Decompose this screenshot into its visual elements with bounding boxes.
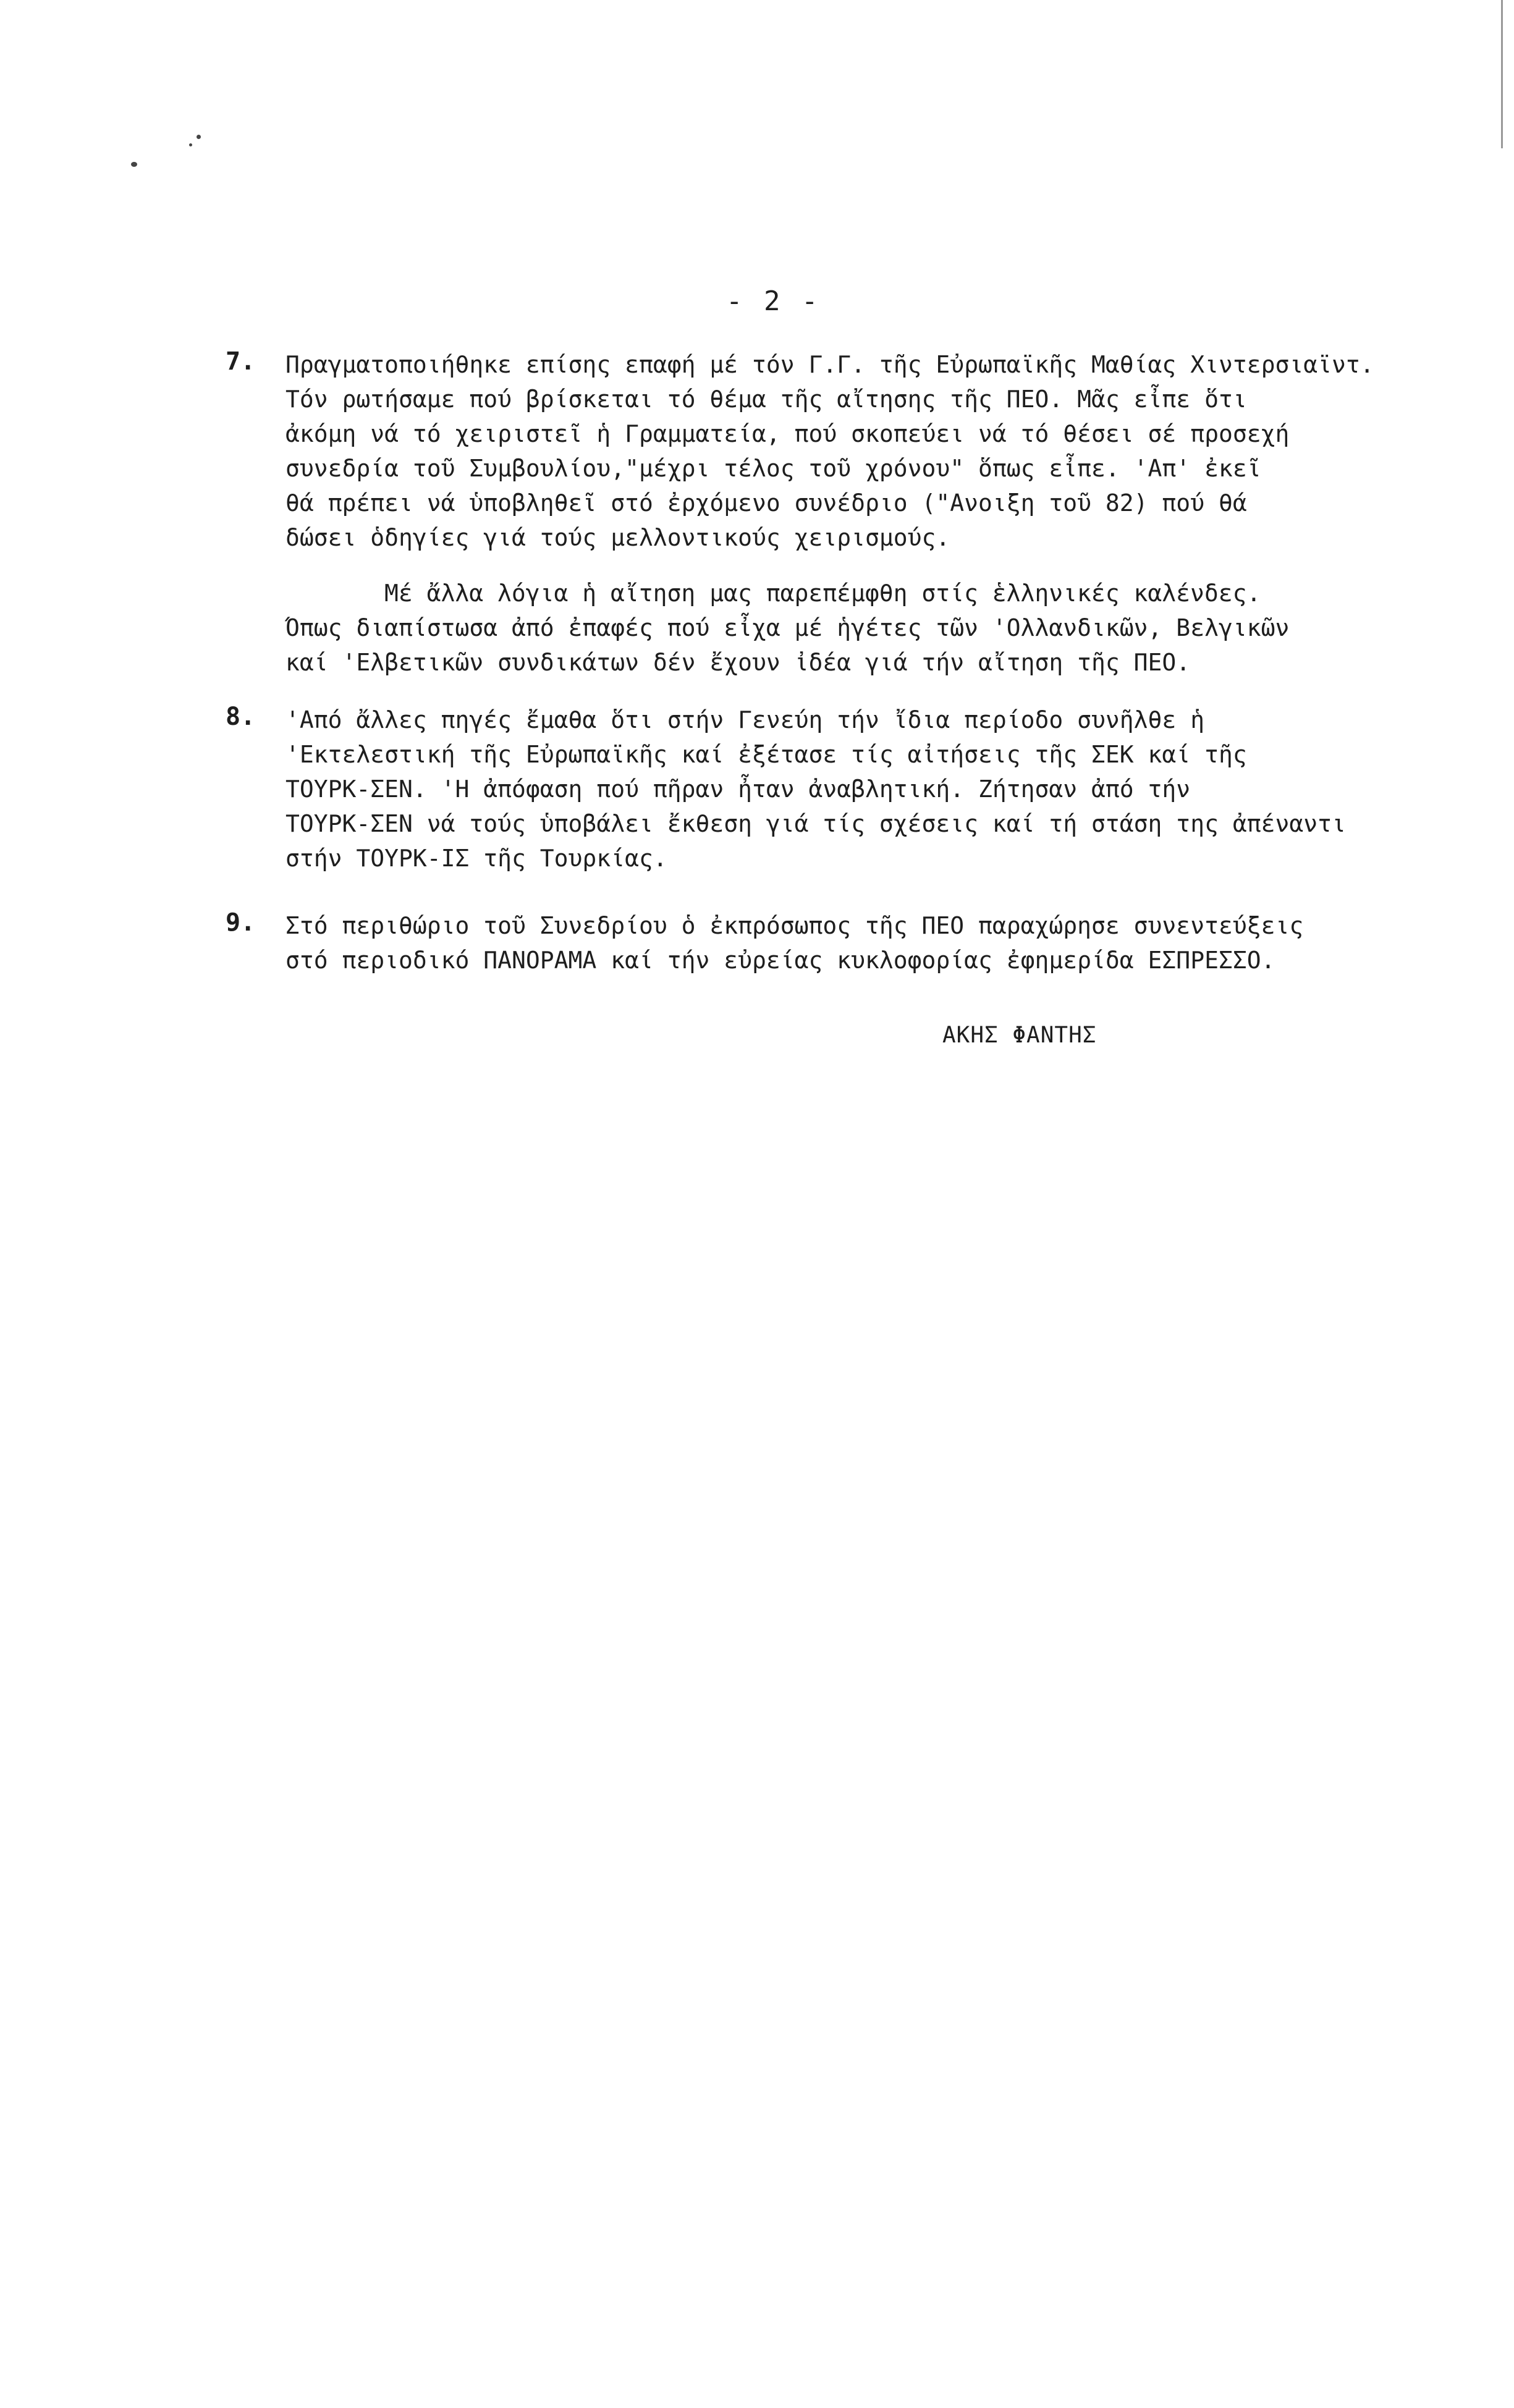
signature: ΑΚΗΣ ΦΑΝΤΗΣ: [942, 1023, 1097, 1048]
continuation-paragraph: [285, 576, 1466, 680]
text-line: 'Από ἄλλες πηγές ἔμαθα ὅτι στήν Γενεύη τήν ἴδια περίοδο συνῆλθε ἡ: [285, 706, 1205, 733]
ink-speck: [131, 162, 137, 167]
text-line: Τόν ρωτήσαμε πού βρίσκεται τό θέμα τῆς αἴτησης τῆς ΠΕΟ. Μᾶς εἶπε ὅτι: [285, 386, 1247, 413]
item-text: [285, 703, 1466, 876]
ink-speck: [189, 143, 192, 146]
item-text: [285, 908, 1466, 978]
page-number: - 2 -: [726, 285, 821, 317]
page-edge-line: [1501, 0, 1503, 148]
text-line: 'Εκτελεστική τῆς Εὐρωπαϊκῆς καί ἐξέτασε τίς αἰτήσεις τῆς ΣΕΚ καί τῆς: [285, 741, 1247, 768]
text-line: Όπως διαπίστωσα ἀπό ἐπαφές πού εἶχα μέ ἡγέτες τῶν 'Ολλανδικῶν, Βελγικῶν: [285, 614, 1290, 641]
text-line: δώσει ὁδηγίες γιά τούς μελλοντικούς χειρισμούς.: [285, 524, 950, 551]
text-line: Μέ ἄλλα λόγια ἡ αἴτηση μας παρεπέμφθη στίς ἑλληνικές καλένδες.: [384, 580, 1261, 607]
text-line: στήν ΤΟΥΡΚ-ΙΣ τῆς Τουρκίας.: [285, 845, 667, 872]
item-text: [285, 347, 1466, 555]
text-line: καί 'Ελβετικῶν συνδικάτων δέν ἔχουν ἰδέα γιά τήν αἴτηση τῆς ΠΕΟ.: [285, 649, 1191, 676]
text-line: ΤΟΥΡΚ-ΣΕΝ νά τούς ὑποβάλει ἔκθεση γιά τίς σχέσεις καί τή στάση της ἀπέναντι: [285, 810, 1346, 837]
item-number: 7.: [226, 347, 256, 376]
text-line: Πραγματοποιήθηκε επίσης επαφή μέ τόν Γ.Γ. τῆς Εὐρωπαϊκῆς Μαθίας Χιντερσιαϊντ.: [285, 351, 1374, 378]
text-line: ΤΟΥΡΚ-ΣΕΝ. 'Η ἀπόφαση πού πῆραν ἦταν ἀναβλητική. Ζήτησαν ἀπό τήν: [285, 775, 1191, 803]
text-line: ἀκόμη νά τό χειριστεῖ ἡ Γραμματεία, πού σκοπεύει νά τό θέσει σέ προσεχή: [285, 420, 1290, 447]
text-line: θά πρέπει νά ὑποβληθεῖ στό ἐρχόμενο συνέδριο ("Ανοιξη τοῦ 82) πού θά: [285, 489, 1247, 517]
text-line: Στό περιθώριο τοῦ Συνεδρίου ὁ ἐκπρόσωπος τῆς ΠΕΟ παραχώρησε συνεντεύξεις: [285, 912, 1304, 939]
item-number: 9.: [226, 908, 256, 937]
ink-speck: [197, 135, 201, 139]
item-number: 8.: [226, 703, 256, 731]
text-line: συνεδρία τοῦ Συμβουλίου,"μέχρι τέλος τοῦ χρόνου" ὅπως εἶπε. 'Απ' ἐκεῖ: [285, 455, 1261, 482]
text-line: στό περιοδικό ΠΑΝΟΡΑΜΑ καί τήν εὐρείας κυκλοφορίας ἐφημερίδα ΕΣΠΡΕΣΣΟ.: [285, 947, 1275, 974]
